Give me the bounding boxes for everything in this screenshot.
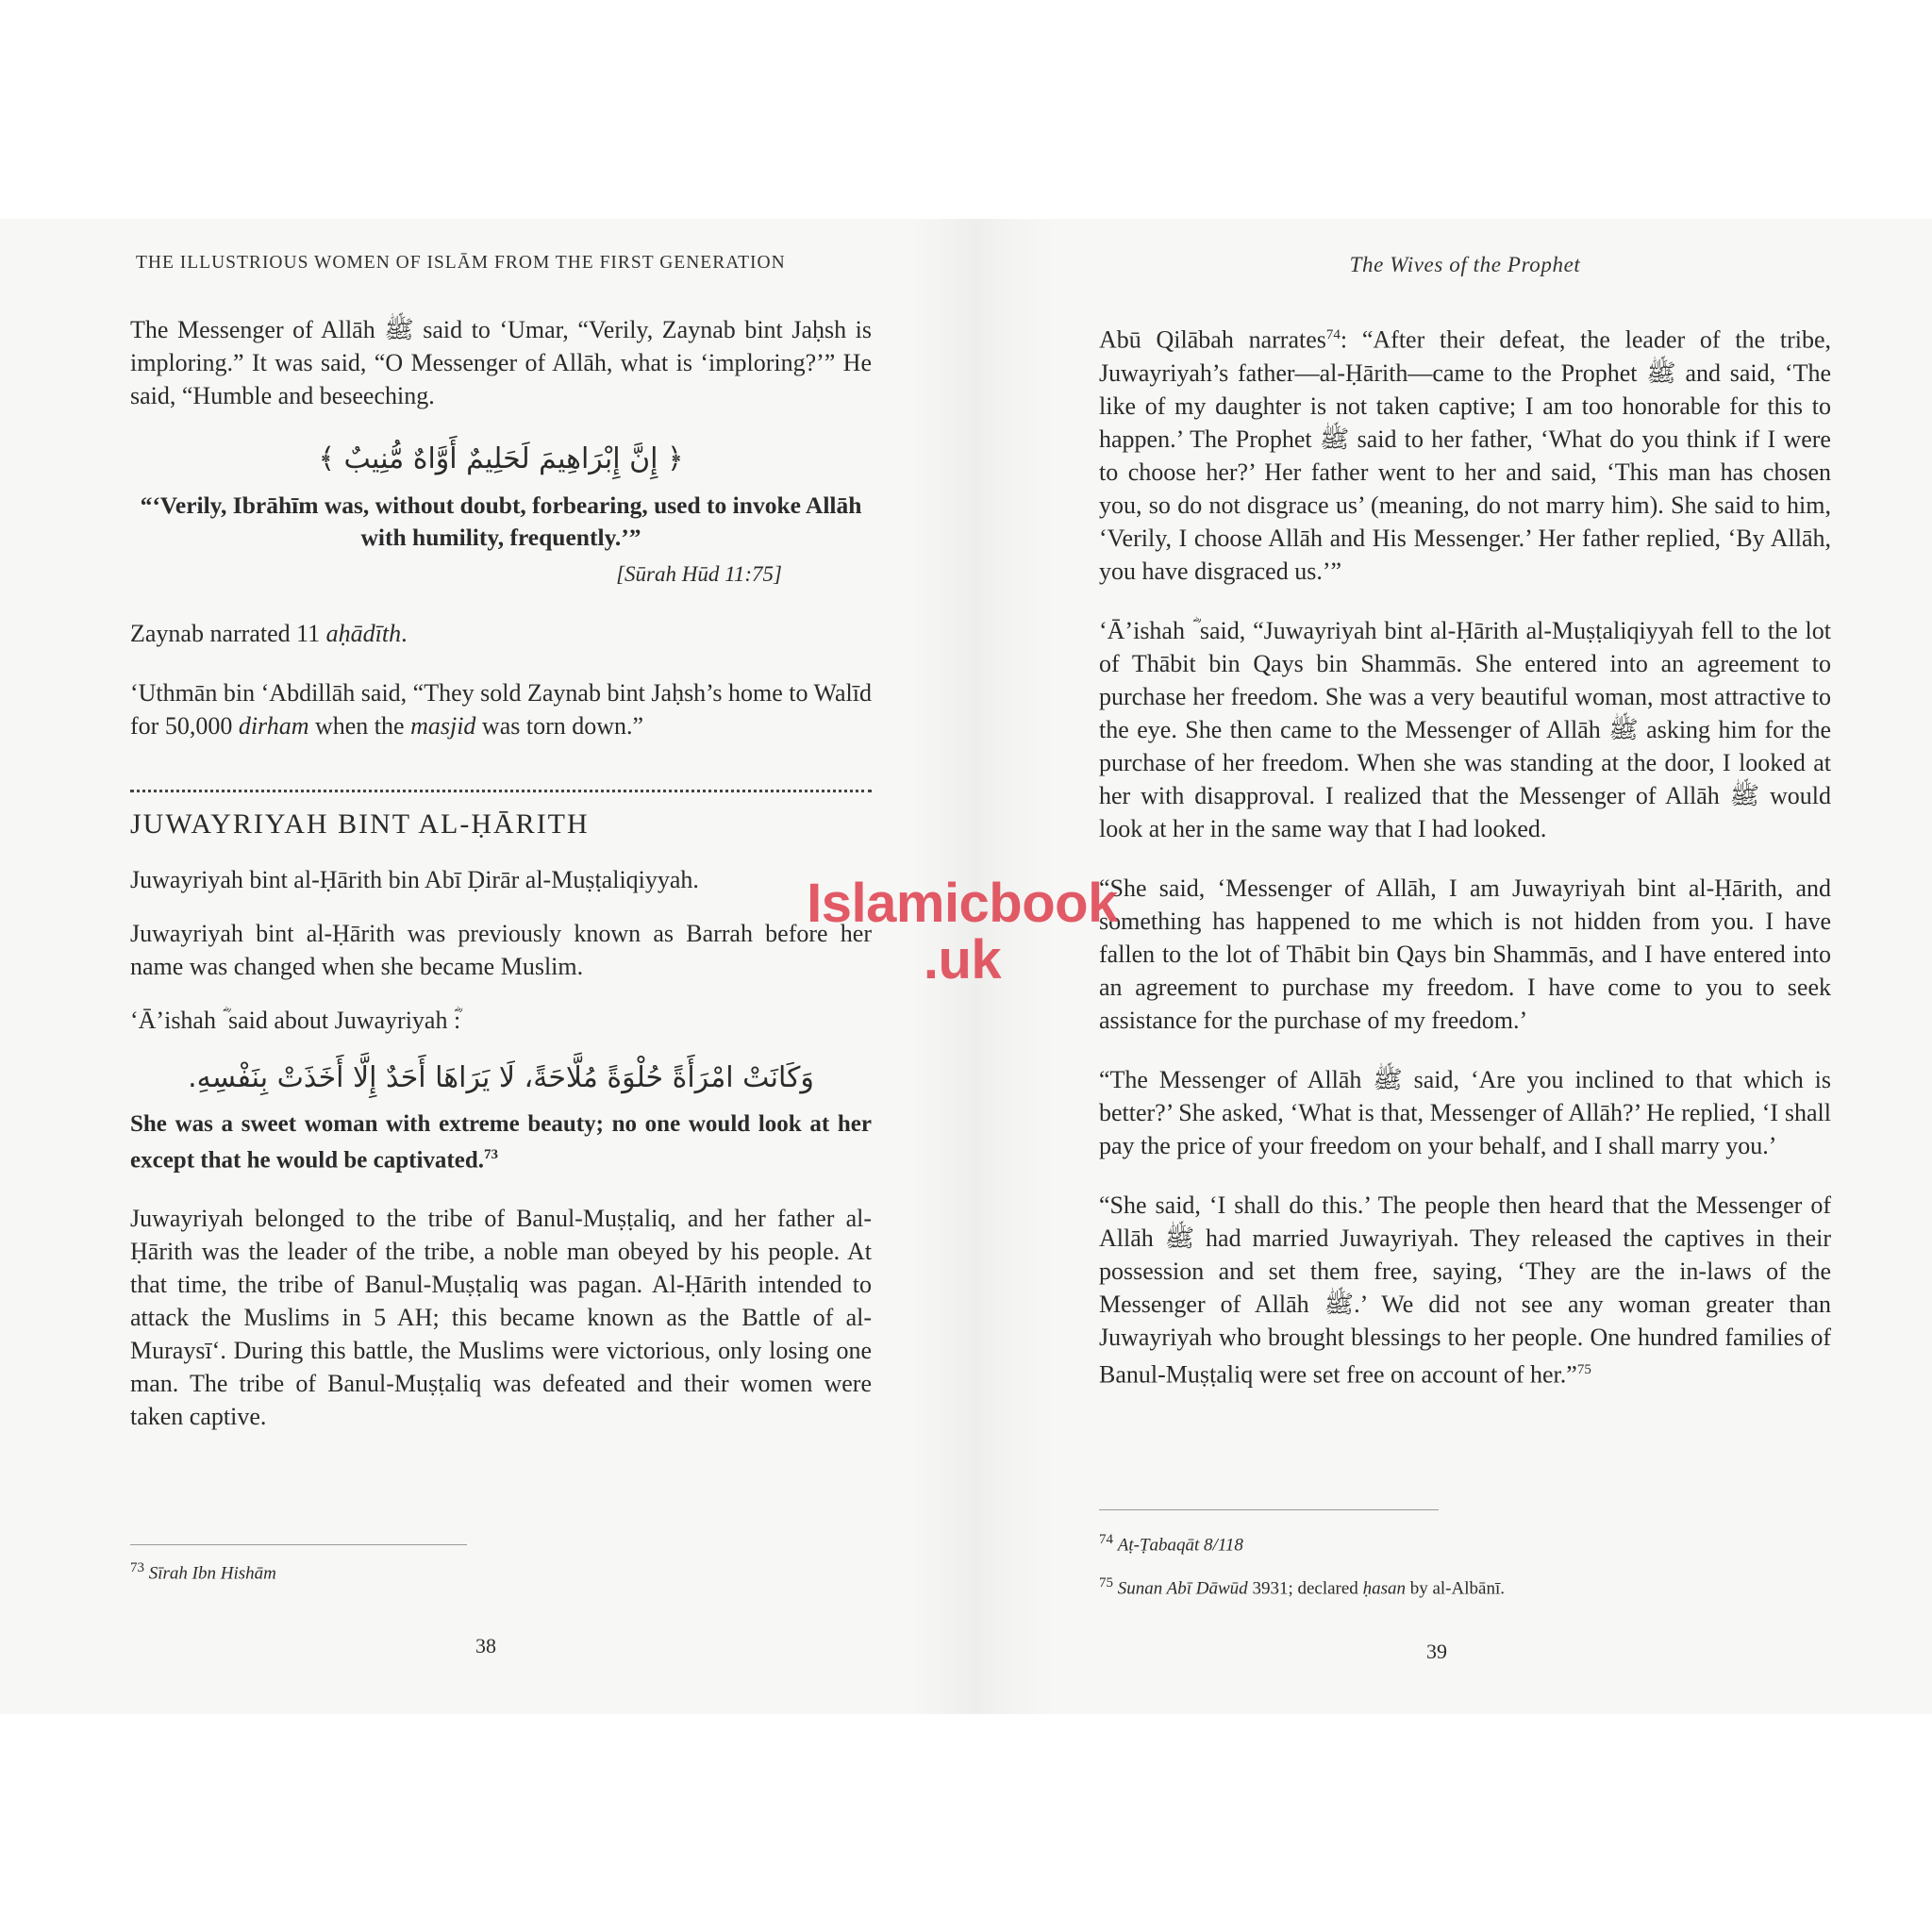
r-p1-a: Abū Qilābah narrates — [1099, 325, 1326, 354]
left-paragraph-4: Juwayriyah bint al-Ḥārith bin Abī Ḍirār al-Muṣṭaliqiyyah. — [130, 866, 699, 893]
footnote-75-grade: ḥasan — [1362, 1578, 1406, 1599]
right-paragraph-5 — [1099, 1189, 1831, 1391]
right-page-number: 39 — [1426, 1640, 1447, 1663]
footnote-73-text: Sīrah Ibn Hishām — [148, 1563, 276, 1584]
p3-b: when the — [308, 712, 411, 740]
footnote-74-text: Aṭ-Ṭabaqāt 8/118 — [1117, 1535, 1243, 1556]
left-paragraph-6: ‘Ā’ishah ؓ said about Juwayriyah ؓ: — [130, 1007, 461, 1034]
hadith-english — [130, 1108, 872, 1175]
hadith-arabic: وَكَانَتْ امْرَأَةً حُلْوَةً مُلَّاحَةً، لَا يَرَاهَا أَحَدٌ إِلَّا أَخَذَتْ بِنَفْسِهِ. — [188, 1061, 814, 1094]
left-body — [130, 313, 872, 1459]
right-footnotes — [1099, 1521, 1505, 1608]
left-paragraph-5: Juwayriyah bint al-Ḥārith was previously known as Barrah before her name was changed when she became Muslim. — [130, 920, 872, 980]
watermark-logo — [792, 875, 1132, 989]
right-page — [1099, 219, 1831, 1714]
p2-prefix: Zaynab narrated 11 — [130, 620, 326, 647]
footnote-75-source: Sunan Abī Dāwūd — [1117, 1578, 1248, 1599]
footnote-74-number: 74 — [1099, 1532, 1113, 1547]
footnote-75 — [1099, 1564, 1505, 1607]
left-running-head: THE ILLUSTRIOUS WOMEN OF ISLĀM FROM THE FIRST GENERATION — [136, 253, 786, 273]
right-paragraph-4: “The Messenger of Allāh ﷺ said, ‘Are you inclined to that which is better?’ She asked, ‘What is that, Messenger of Allāh?’ He replied, ‘I shall pay the price of your freedom on your behalf, and I shall marry you.’ — [1099, 1065, 1831, 1159]
footnote-73 — [130, 1549, 276, 1592]
footnote-74 — [1099, 1521, 1505, 1564]
ayah-english: “‘Verily, Ibrāhīm was, without doubt, forbearing, used to invoke Allāh with humility, frequently.’” — [140, 491, 862, 551]
ayah-arabic: ﴿ إِنَّ إِبْرَاهِيمَ لَحَلِيمٌ أَوَّاهٌ مُّنِيبٌ ﴾ — [318, 442, 684, 475]
left-page — [130, 219, 872, 1714]
footnote-75-a: 3931; declared — [1247, 1578, 1363, 1599]
watermark-line-1: Islamicbook — [807, 873, 1118, 934]
footnote-73-number: 73 — [130, 1560, 144, 1575]
footnote-marker-74: 74 — [1325, 327, 1341, 342]
hadith-english-text: She was a sweet woman with extreme beauty; no one would look at her except that he would be captivated. — [130, 1111, 872, 1174]
footnote-75-number: 75 — [1099, 1575, 1113, 1591]
right-paragraph-3: “She said, ‘Messenger of Allāh, I am Juwayriyah bint al-Ḥārith, and something has happened to me which is not hidden from you. I have fallen to the lot of Thābit bin Qays bin Shammās, and I have entered into an agreement to purchase my freedom. I have come to you to seek assistance for the purchase of my freedom.’ — [1099, 874, 1831, 1034]
left-footnote-rule — [130, 1544, 467, 1545]
right-paragraph-1 — [1099, 319, 1831, 588]
p3-a: ‘Uthmān bin ‘Abdillāh said, “They sold Zaynab bint Jaḥsh’s home to Walīd for 50,000 — [130, 679, 872, 740]
left-page-number: 38 — [475, 1634, 496, 1657]
r-p5-text: “She said, ‘I shall do this.’ The people then heard that the Messenger of Allāh ﷺ had married Juwayriyah. They released the captives in their possession and set them free, saying, ‘They are the in-laws of the Messenger of Allāh ﷺ.’ We did not see any woman greater than Juwayriyah who brought blessings to her people. One hundred families of Banul-Muṣṭaliq were set free on account of her.” — [1099, 1191, 1832, 1389]
p2-italic: aḥādīth — [325, 620, 402, 647]
right-running-head: The Wives of the Prophet — [1349, 253, 1581, 276]
p3-italic-1: dirham — [238, 712, 309, 740]
left-paragraph-2 — [130, 617, 872, 650]
footnote-marker: 73 — [483, 1147, 498, 1162]
p2-suffix: . — [401, 620, 408, 647]
right-paragraph-2: ‘Ā’ishah ؓ said, “Juwayriyah bint al-Ḥārith al-Muṣṭaliqiyyah fell to the lot of Thābit bin Qays bin Shammās. She entered into an agreement to purchase her freedom. She was a very beautiful woman, most attractive to the eye. She then came to the Messenger of Allāh ﷺ asking him for the purchase of her freedom. When she was standing at the door, I looked at her with disapproval. I realized that the Messenger of Allāh ﷺ would look at her in the same way that I had looked. — [1099, 616, 1831, 842]
right-footnote-rule — [1099, 1509, 1439, 1510]
footnote-75-b: by al-Albānī. — [1405, 1578, 1505, 1599]
left-paragraph-1: The Messenger of Allāh ﷺ said to ‘Umar, “Verily, Zaynab bint Jaḥsh is imploring.” It was said, “O Messenger of Allāh, what is ‘imploring?’” He said, “Humble and beseeching. — [130, 316, 873, 409]
left-footnotes — [130, 1549, 276, 1592]
ayah-reference: [Sūrah Hūd 11:75] — [616, 562, 782, 586]
section-divider — [130, 790, 872, 792]
p3-c: was torn down.” — [475, 712, 644, 740]
watermark-line-2: .uk — [923, 929, 1002, 991]
section-heading: JUWAYRIYAH BINT AL-ḤĀRITH — [130, 808, 590, 840]
footnote-marker-75: 75 — [1576, 1361, 1591, 1377]
right-body — [1099, 319, 1831, 1417]
left-paragraph-7: Juwayriyah belonged to the tribe of Banul-Muṣṭaliq, and her father al-Ḥārith was the leader of the tribe, a noble man obeyed by his people. At that time, the tribe of Banul-Muṣṭaliq was pagan. Al-Ḥārith intended to attack the Muslims in 5 AH; this became known as the Battle of al-Muraysī‘. During this battle, the Muslims were victorious, only losing one man. The tribe of Banul-Muṣṭaliq was defeated and their women were taken captive. — [130, 1205, 872, 1431]
r-p1-b: : “After their defeat, the leader of the tribe, Juwayriyah’s father—al-Ḥārith—came to the Prophet ﷺ and said, ‘The like of my daughter is not taken captive; I am too honorable for this to happen.’ The Prophet ﷺ said to her father, ‘What do you think if I were to choose her?’ Her father went to her and said, ‘This man has chosen you, so do not disgrace us’ (meaning, do not marry him). She said to him, ‘Verily, I choose Allāh and His Messenger.’ Her father replied, ‘By Allāh, you have disgraced us.’” — [1099, 325, 1832, 585]
left-paragraph-3 — [130, 676, 872, 742]
p3-italic-2: masjid — [410, 712, 476, 740]
